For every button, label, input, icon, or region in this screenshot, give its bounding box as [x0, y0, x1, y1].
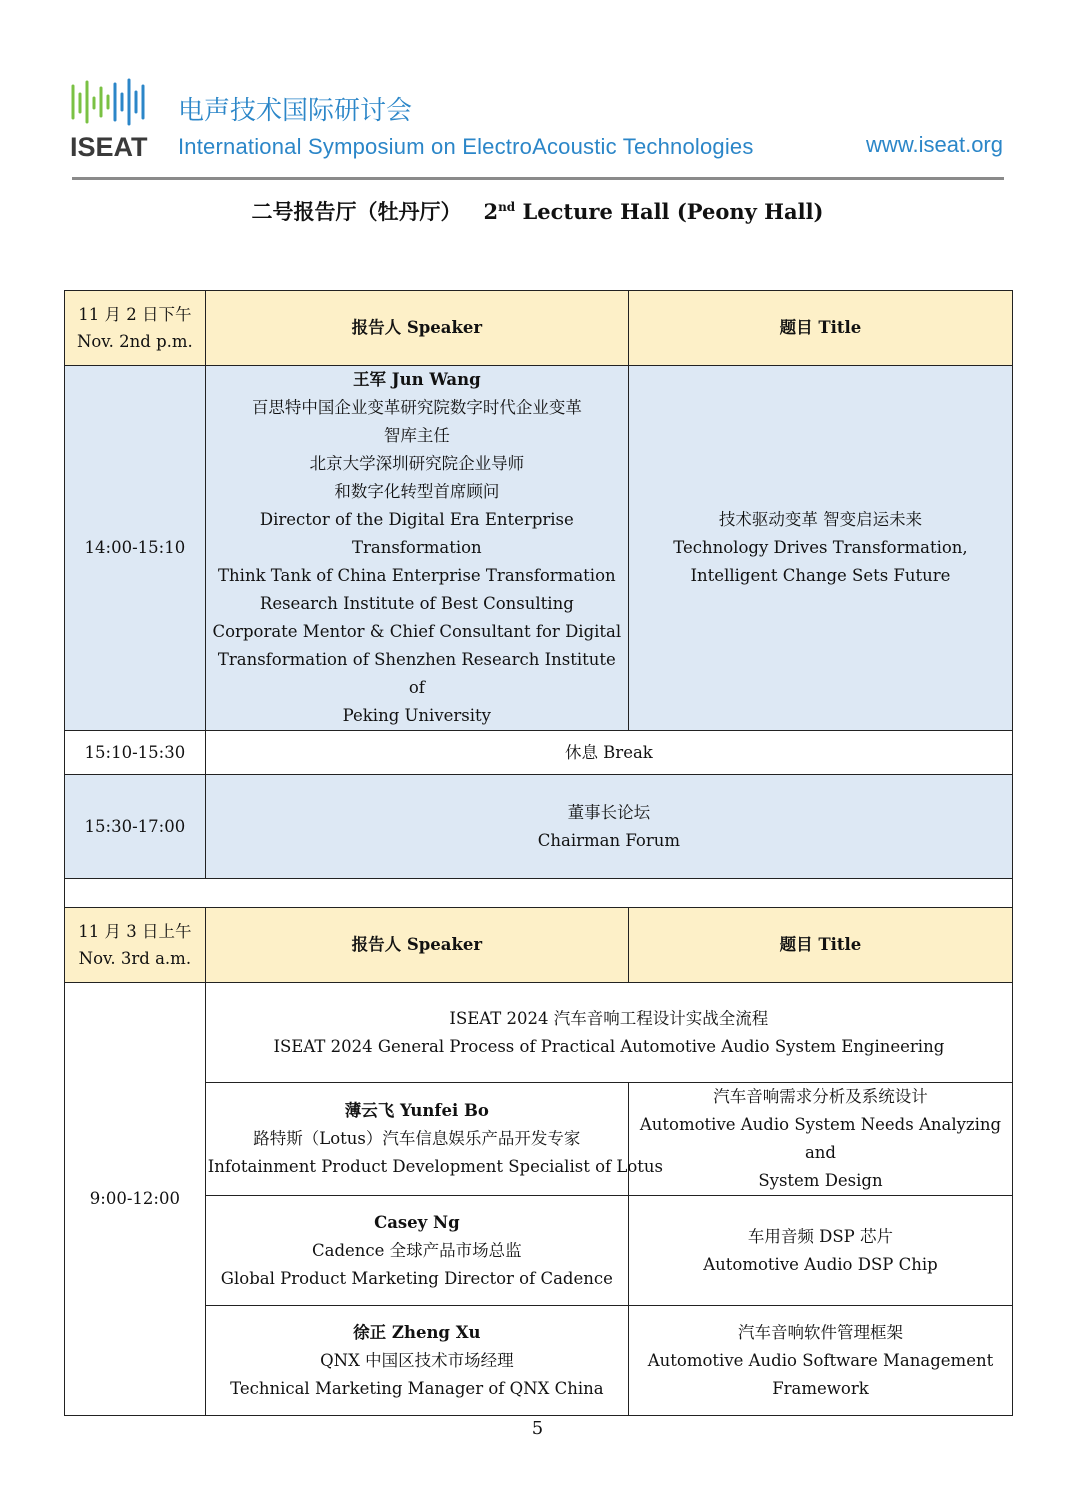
spacer-cell [65, 879, 1013, 908]
time-slot: 14:00-15:10 [65, 366, 206, 731]
speaker-affiliation: QNX 中国区技术市场经理 [320, 1350, 514, 1370]
date-cn: 11 月 2 日下午 [78, 305, 192, 324]
symposium-name-en: International Symposium on ElectroAcoustic Technologies [178, 134, 754, 159]
forum-title-cn: 董事长论坛 [567, 802, 651, 822]
speaker-affiliation: 百思特中国企业变革研究院数字时代企业变革 [251, 398, 582, 417]
speaker-affiliation: Peking University [342, 706, 491, 725]
speaker-affiliation: 北京大学深圳研究院企业导师 [309, 454, 525, 473]
speaker-affiliation: Corporate Mentor & Chief Consultant for Digital [212, 622, 622, 641]
title-column-header: 题目 Title [628, 291, 1012, 366]
session-date [65, 908, 206, 983]
session-header-row [65, 908, 1013, 983]
speaker-cell [205, 1196, 628, 1306]
title-column-header: 题目 Title [628, 908, 1012, 983]
table-row [65, 1196, 1013, 1306]
speaker-affiliation: Research Institute of Best Consulting [259, 594, 574, 613]
session-date [65, 291, 206, 366]
speaker-affiliation: Global Product Marketing Director of Cadence [220, 1268, 613, 1288]
page-header [0, 0, 1075, 190]
table-row [65, 1306, 1013, 1416]
talk-title: Framework [772, 1378, 869, 1398]
website-link[interactable]: www.iseat.org [866, 132, 1003, 157]
track-title-cn: ISEAT 2024 汽车音响工程设计实战全流程 [449, 1008, 769, 1028]
hall-title-en: Lecture Hall (Peony Hall) [515, 199, 824, 224]
speaker-name: Casey Ng [374, 1212, 460, 1232]
session-header-row [65, 291, 1013, 366]
forum-cell [205, 775, 1012, 879]
speaker-affiliation: Cadence 全球产品市场总监 [312, 1240, 522, 1260]
date-en: Nov. 2nd p.m. [76, 332, 193, 351]
track-banner [205, 983, 1012, 1083]
forum-title-en: Chairman Forum [537, 830, 680, 850]
speaker-name: 徐正 Zheng Xu [353, 1322, 481, 1342]
speaker-affiliation: Think Tank of China Enterprise Transformation [218, 566, 616, 585]
talk-title: Automotive Audio System Needs Analyzing and [639, 1115, 1002, 1162]
talk-title-cell [628, 1083, 1012, 1196]
track-title-en: ISEAT 2024 General Process of Practical Automotive Audio System Engineering [273, 1036, 945, 1056]
time-slot: 15:10-15:30 [65, 731, 206, 775]
talk-title: 技术驱动变革 智变启运未来 [718, 510, 923, 529]
time-slot: 9:00-12:00 [65, 983, 206, 1416]
date-en: Nov. 3rd a.m. [78, 949, 192, 968]
talk-title: Automotive Audio Software Management [647, 1350, 994, 1370]
speaker-affiliation: Transformation of Shenzhen Research Institute of [217, 650, 616, 697]
logo-text: ISEAT [70, 132, 148, 162]
talk-title: Technology Drives Transformation, [673, 538, 968, 557]
spacer-row [65, 879, 1013, 908]
hall-number: 2 [483, 199, 499, 224]
speaker-cell [205, 366, 628, 731]
speaker-affiliation: 智库主任 [383, 426, 450, 445]
date-cn: 11 月 3 日上午 [78, 922, 192, 941]
talk-title: 汽车音响需求分析及系统设计 [713, 1087, 928, 1106]
speaker-cell [205, 1306, 628, 1416]
hall-title [0, 196, 1075, 226]
talk-title-cell [628, 1306, 1012, 1416]
speaker-name: 薄云飞 Yunfei Bo [344, 1101, 489, 1120]
talk-title: 车用音频 DSP 芯片 [747, 1226, 894, 1246]
speaker-affiliation: Infotainment Product Development Specialist of Lotus [207, 1157, 663, 1176]
header-divider [72, 177, 1004, 180]
speaker-name: 王军 Jun Wang [353, 370, 481, 389]
speaker-affiliation: 路特斯（Lotus）汽车信息娱乐产品开发专家 [253, 1129, 581, 1148]
table-row [65, 366, 1013, 731]
talk-title-cell [628, 1196, 1012, 1306]
speaker-column-header: 报告人 Speaker [205, 291, 628, 366]
speaker-column-header: 报告人 Speaker [205, 908, 628, 983]
time-slot: 15:30-17:00 [65, 775, 206, 879]
table-row [65, 983, 1013, 1083]
talk-title-cell [628, 366, 1012, 731]
talk-title: 汽车音响软件管理框架 [737, 1322, 903, 1342]
talk-title: Intelligent Change Sets Future [690, 566, 951, 585]
speaker-affiliation: 和数字化转型首席顾问 [334, 482, 500, 501]
schedule-table [64, 290, 1013, 1416]
symposium-name-cn: 电声技术国际研讨会 [178, 96, 413, 126]
hall-number-suffix: nd [498, 200, 516, 214]
table-row [65, 731, 1013, 775]
table-row [65, 1083, 1013, 1196]
sound-wave-logo-icon [70, 78, 148, 126]
break-label: 休息 Break [205, 731, 1012, 775]
page-number: 5 [531, 1418, 544, 1439]
table-row [65, 775, 1013, 879]
talk-title: Automotive Audio DSP Chip [703, 1254, 938, 1274]
speaker-affiliation: Director of the Digital Era Enterprise Transformation [259, 510, 574, 557]
speaker-cell [205, 1083, 663, 1196]
hall-title-cn: 二号报告厅（牡丹厅） [251, 199, 462, 224]
talk-title: System Design [758, 1171, 883, 1190]
speaker-affiliation: Technical Marketing Manager of QNX China [230, 1378, 604, 1398]
